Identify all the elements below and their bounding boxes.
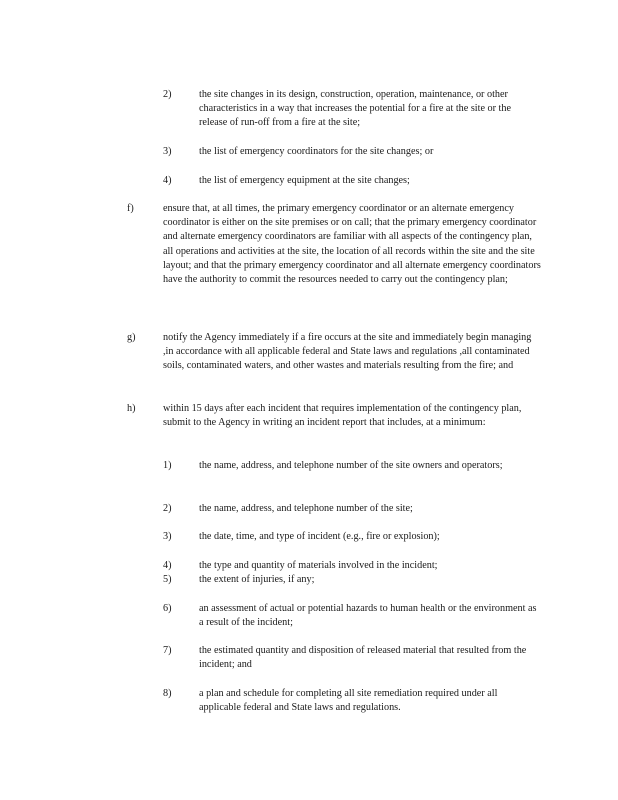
list-number: 6) xyxy=(163,603,172,614)
list-number: 5) xyxy=(163,574,172,585)
list-item-text: an assessment of actual or potential hazards to human health or the environment as a result of the incident; xyxy=(199,603,540,629)
list-item-text: the estimated quantity and disposition of released material that resulted from the incident; and xyxy=(199,645,529,671)
list-item-text: the site changes in its design, construction, operation, maintenance, or other characteristics in a way that increases the potential for a fire at the site or the release of run-off from a fire at the site; xyxy=(199,89,514,129)
list-number: 4) xyxy=(163,560,172,571)
list-item-text: a plan and schedule for completing all site remediation required under all applicable federal and State laws and regulations. xyxy=(199,688,500,714)
list-item-text: the list of emergency coordinators for the site changes; or xyxy=(199,146,434,157)
list-number: 1) xyxy=(163,460,172,471)
section-text: within 15 days after each incident that requires implementation of the contingency plan, submit to the Agency in writing an incident report that includes, at a minimum: xyxy=(163,403,524,429)
list-item-text: the name, address, and telephone number of the site; xyxy=(199,503,413,514)
list-item-text: the date, time, and type of incident (e.g., fire or explosion); xyxy=(199,531,440,542)
section-marker: h) xyxy=(127,403,136,414)
section-marker: f) xyxy=(127,203,134,214)
list-number: 3) xyxy=(163,146,172,157)
list-item-text: the type and quantity of materials involved in the incident; xyxy=(199,560,438,571)
list-item-text: the name, address, and telephone number of the site owners and operators; xyxy=(199,460,503,471)
section-text: ensure that, at all times, the primary emergency coordinator or an alternate emergency coordinator is either on the site premises or on call; that the primary emergency coordinator and alternate emergency coordinators are familiar with all aspects of the contingency plan, all operations and activities at the site, the location of all records within the site and the site layout; and that the primary emergency coordinator and all alternate emergency coordinators have the authority to commit the resources needed to carry out the contingency plan; xyxy=(163,203,544,286)
section-text: notify the Agency immediately if a fire occurs at the site and immediately begin managing ,in accordance with all applicable federal and State laws and regulations ,all contaminated soils, contaminated waters, and other wastes and materials resulting from the fire; and xyxy=(163,332,534,372)
list-number: 2) xyxy=(163,89,172,100)
list-item-text: the extent of injuries, if any; xyxy=(199,574,315,585)
list-number: 8) xyxy=(163,688,172,699)
list-number: 3) xyxy=(163,531,172,542)
list-item-text: the list of emergency equipment at the site changes; xyxy=(199,175,410,186)
section-marker: g) xyxy=(127,332,136,343)
list-number: 7) xyxy=(163,645,172,656)
list-number: 4) xyxy=(163,175,172,186)
list-number: 2) xyxy=(163,503,172,514)
